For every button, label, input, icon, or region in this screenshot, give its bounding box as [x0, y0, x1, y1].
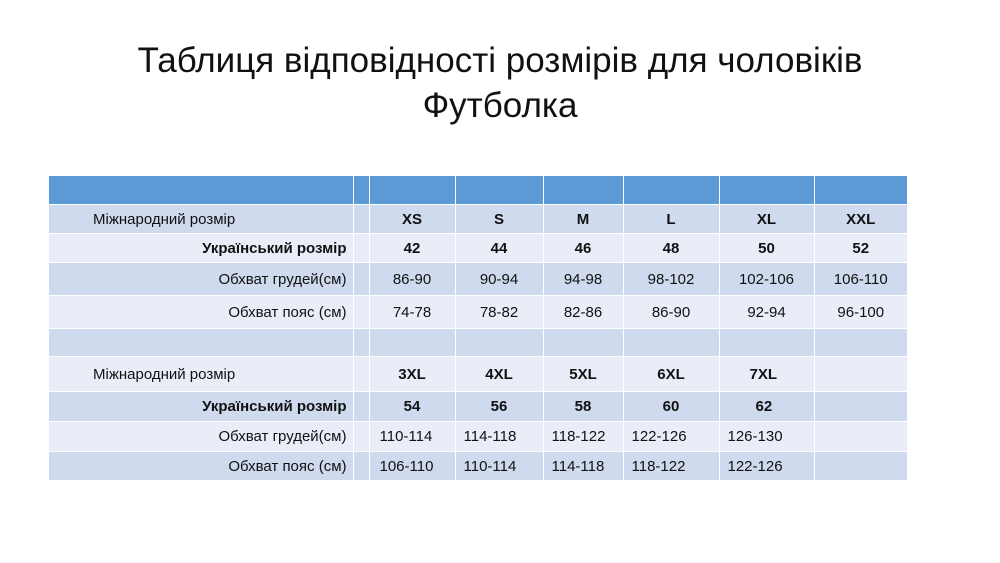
measure-cell: 118-122: [543, 422, 623, 452]
size-cell: XL: [719, 205, 814, 234]
spacer-cell: [353, 263, 369, 296]
header-cell: [623, 176, 719, 205]
header-cell: [814, 176, 907, 205]
size-cell: XS: [369, 205, 455, 234]
measure-cell: 94-98: [543, 263, 623, 296]
table-row-international: [49, 357, 907, 392]
empty-cell: [814, 357, 907, 392]
spacer-cell: [353, 357, 369, 392]
header-cell: [49, 176, 353, 205]
size-cell: 44: [455, 234, 543, 263]
size-cell: 46: [543, 234, 623, 263]
measure-cell: 118-122: [623, 452, 719, 481]
measure-cell: 110-114: [369, 422, 455, 452]
measure-cell: 96-100: [814, 296, 907, 329]
title-line-1: Таблиця відповідності розмірів для чоловіків: [137, 41, 863, 80]
row-label: Міжнародний розмір: [49, 205, 353, 234]
size-cell: 62: [719, 392, 814, 422]
measure-cell: 90-94: [455, 263, 543, 296]
measure-cell: 74-78: [369, 296, 455, 329]
measure-cell: 122-126: [623, 422, 719, 452]
header-cell: [455, 176, 543, 205]
table-row-waist: [49, 296, 907, 329]
row-label: Міжнародний розмір: [49, 357, 353, 392]
measure-cell: 102-106: [719, 263, 814, 296]
size-cell: 3XL: [369, 357, 455, 392]
table-row-waist: [49, 452, 907, 481]
size-cell: 52: [814, 234, 907, 263]
spacer-cell: [353, 234, 369, 263]
empty-cell: [543, 329, 623, 357]
measure-cell: 92-94: [719, 296, 814, 329]
measure-cell: 86-90: [369, 263, 455, 296]
size-cell: L: [623, 205, 719, 234]
table-header-row: [49, 176, 907, 205]
title-line-2: Футболка: [422, 86, 578, 125]
empty-cell: [49, 329, 353, 357]
measure-cell: 122-126: [719, 452, 814, 481]
table-row-separator: [49, 329, 907, 357]
size-cell: 5XL: [543, 357, 623, 392]
spacer-cell: [353, 296, 369, 329]
spacer-cell: [353, 392, 369, 422]
empty-cell: [353, 329, 369, 357]
row-label: Обхват грудей(см): [49, 422, 353, 452]
size-cell: XXL: [814, 205, 907, 234]
header-cell: [719, 176, 814, 205]
size-cell: 54: [369, 392, 455, 422]
empty-cell: [814, 329, 907, 357]
row-label: Український розмір: [49, 392, 353, 422]
size-cell: 42: [369, 234, 455, 263]
size-cell: 48: [623, 234, 719, 263]
row-label: Український розмір: [49, 234, 353, 263]
size-cell: S: [455, 205, 543, 234]
measure-cell: 82-86: [543, 296, 623, 329]
measure-cell: 126-130: [719, 422, 814, 452]
row-label: Обхват грудей(см): [49, 263, 353, 296]
row-label: Обхват пояс (см): [49, 452, 353, 481]
measure-cell: 110-114: [455, 452, 543, 481]
empty-cell: [369, 329, 455, 357]
table-row-chest: [49, 263, 907, 296]
measure-cell: 78-82: [455, 296, 543, 329]
spacer-cell: [353, 452, 369, 481]
empty-cell: [623, 329, 719, 357]
empty-cell: [814, 392, 907, 422]
measure-cell: 86-90: [623, 296, 719, 329]
measure-cell: 114-118: [543, 452, 623, 481]
empty-cell: [455, 329, 543, 357]
measure-cell: 106-110: [369, 452, 455, 481]
header-cell: [543, 176, 623, 205]
row-label: Обхват пояс (см): [49, 296, 353, 329]
size-cell: 60: [623, 392, 719, 422]
empty-cell: [719, 329, 814, 357]
size-cell: 7XL: [719, 357, 814, 392]
size-cell: 58: [543, 392, 623, 422]
empty-cell: [814, 422, 907, 452]
header-cell: [369, 176, 455, 205]
size-cell: 4XL: [455, 357, 543, 392]
spacer-cell: [353, 205, 369, 234]
size-cell: 56: [455, 392, 543, 422]
size-chart-table: [49, 176, 907, 481]
measure-cell: 106-110: [814, 263, 907, 296]
size-cell: 50: [719, 234, 814, 263]
size-cell: 6XL: [623, 357, 719, 392]
header-cell: [353, 176, 369, 205]
empty-cell: [814, 452, 907, 481]
slide-title: [0, 38, 1000, 128]
measure-cell: 114-118: [455, 422, 543, 452]
size-cell: M: [543, 205, 623, 234]
table-row-chest: [49, 422, 907, 452]
table-row-ukrainian: [49, 392, 907, 422]
table-row-international: [49, 205, 907, 234]
measure-cell: 98-102: [623, 263, 719, 296]
spacer-cell: [353, 422, 369, 452]
table-row-ukrainian: [49, 234, 907, 263]
